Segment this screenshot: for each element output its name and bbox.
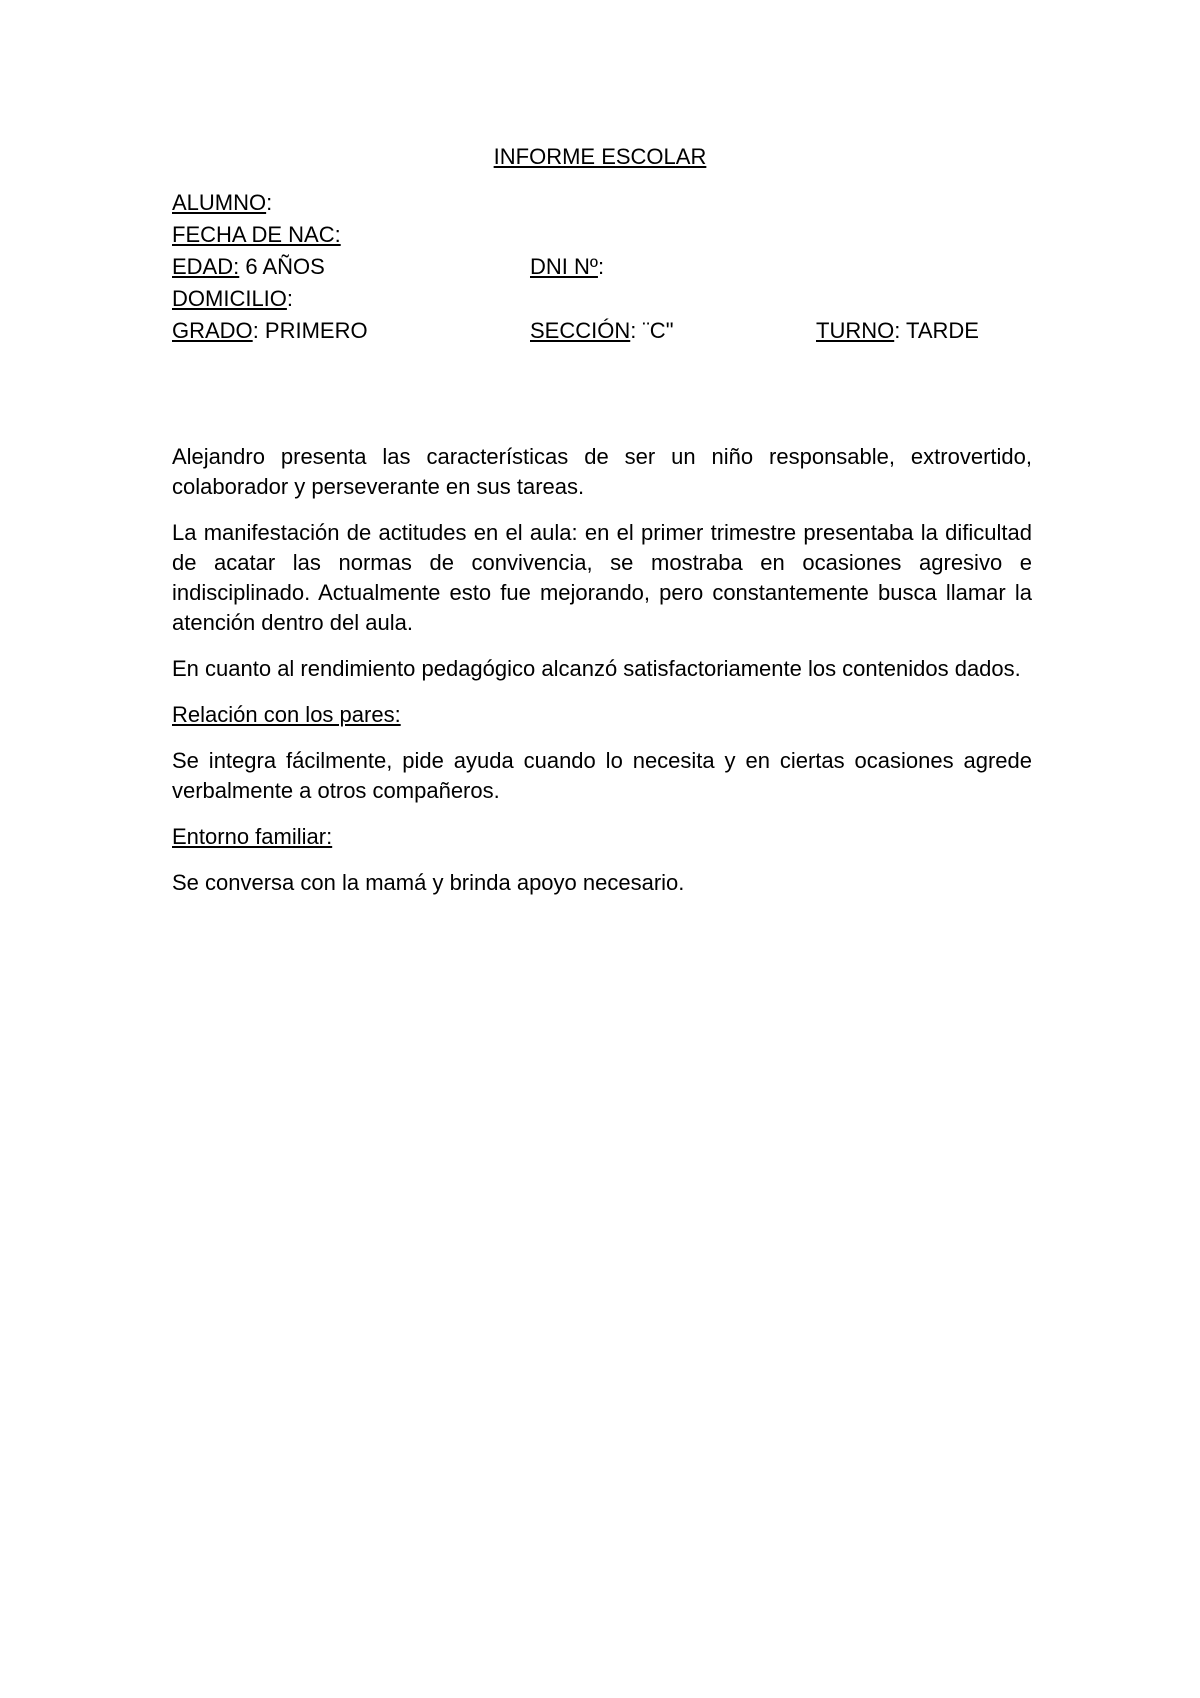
heading-peer-relations — [172, 700, 1032, 730]
heading-family-text: Entorno familiar: — [172, 824, 333, 849]
field-seccion — [530, 316, 674, 346]
dni-label: DNI Nº — [530, 254, 598, 279]
document-title — [0, 143, 1200, 171]
field-edad — [172, 252, 325, 282]
paragraph-characteristics: Alejandro presenta las características de ser un niño responsable, extrovertido, colaborador y perseverante en sus tareas. — [172, 444, 1032, 499]
grado-label: GRADO — [172, 318, 253, 343]
dni-separator: : — [597, 254, 605, 279]
field-domicilio — [172, 284, 293, 314]
seccion-value: : ¨C" — [630, 318, 674, 343]
turno-value: : TARDE — [894, 318, 979, 343]
paragraph-attitudes: La manifestación de actitudes en el aula: en el primer trimestre presentaba la dificultad de acatar las normas de convivencia, se mostraba en ocasiones agresivo e indisciplinado. Actualmente esto fue mejorando, pero constantemente busca llamar la atención dentro del aula. — [172, 520, 1032, 635]
alumno-label: ALUMNO — [172, 190, 267, 215]
domicilio-separator: : — [286, 286, 294, 311]
field-dni — [530, 252, 604, 282]
edad-label: EDAD: — [172, 254, 240, 279]
report-body — [172, 442, 1032, 914]
document-title-text: INFORME ESCOLAR — [493, 144, 707, 169]
alumno-separator: : — [266, 190, 273, 215]
field-alumno — [172, 188, 272, 218]
field-turno — [816, 316, 979, 346]
seccion-label: SECCIÓN — [530, 318, 631, 343]
grado-value: : PRIMERO — [252, 318, 368, 343]
paragraph-peer-relations: Se integra fácilmente, pide ayuda cuando lo necesita y en ciertas ocasiones agrede verbalmente a otros compañeros. — [172, 748, 1032, 803]
heading-family — [172, 822, 1032, 852]
turno-label: TURNO — [816, 318, 895, 343]
domicilio-label: DOMICILIO — [172, 286, 287, 311]
field-grado — [172, 316, 368, 346]
field-fecha-nac — [172, 220, 341, 250]
heading-peer-relations-text: Relación con los pares: — [172, 702, 401, 727]
edad-value: 6 AÑOS — [239, 254, 325, 279]
paragraph-performance: En cuanto al rendimiento pedagógico alcanzó satisfactoriamente los contenidos dados. — [172, 656, 1021, 681]
fecha-nac-label: FECHA DE NAC: — [172, 222, 341, 247]
paragraph-family: Se conversa con la mamá y brinda apoyo necesario. — [172, 870, 685, 895]
